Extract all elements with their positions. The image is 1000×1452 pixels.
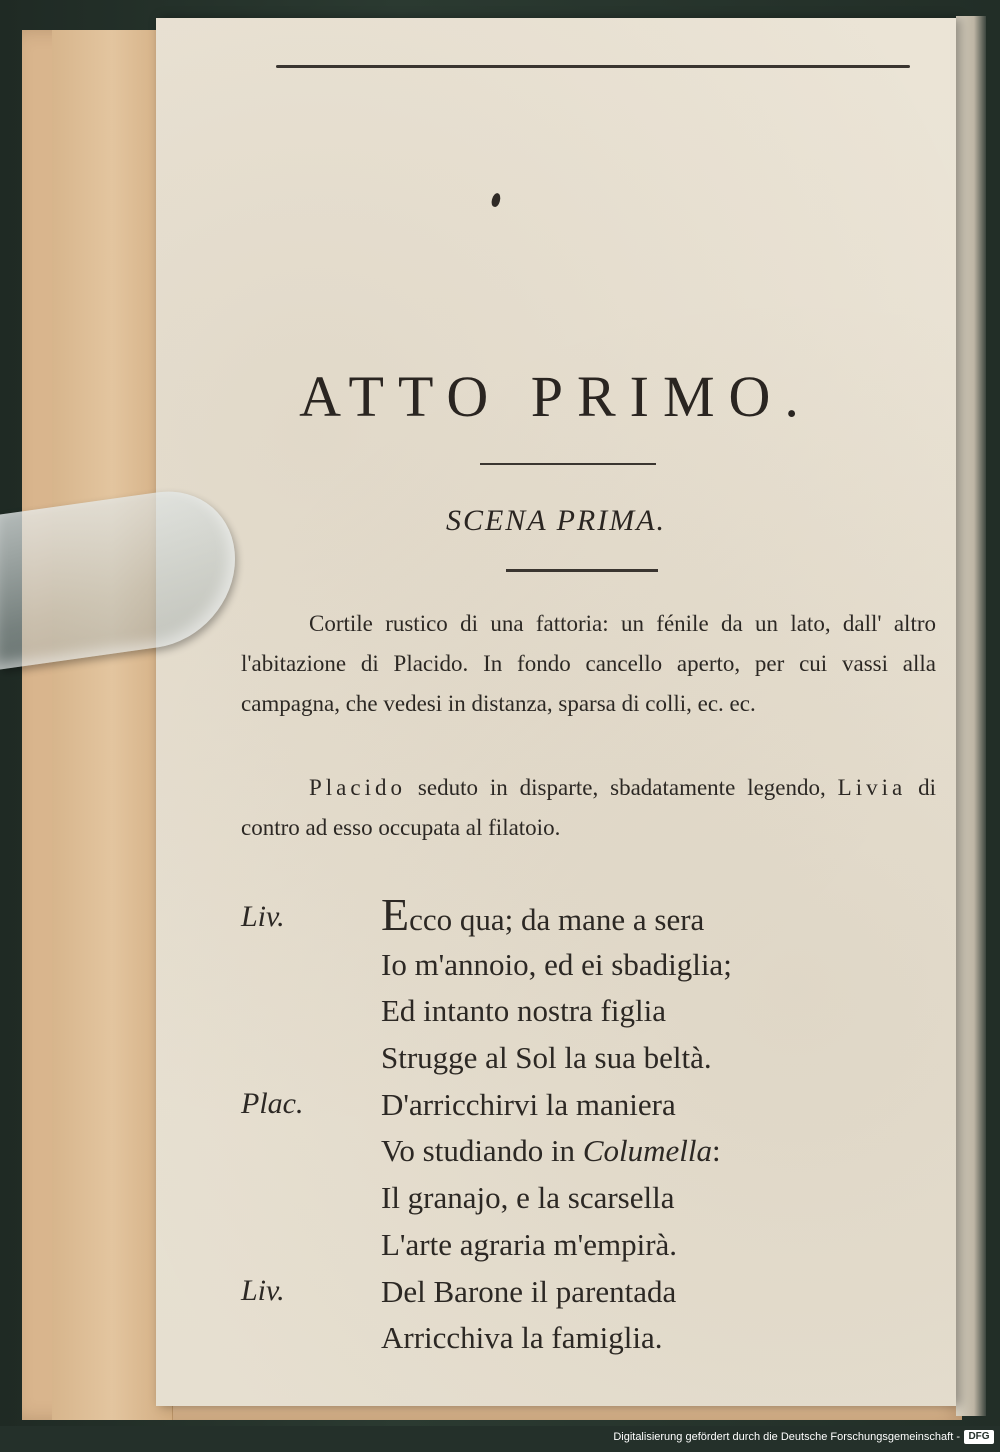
verse-text: Ed intanto nostra figlia <box>381 993 666 1029</box>
verse-text: Del Barone il parentada <box>381 1273 677 1309</box>
verse-text-italic: Columella <box>582 1133 712 1169</box>
verse-line <box>236 1036 936 1083</box>
verse-text-rest: cco qua; da mane a sera <box>409 902 705 937</box>
stage-direction-setting: Cortile rustico di una fattoria: un fénile da un lato, dall' altro l'abitazione di Placido. In fondo cancello aperto, per cui vassi alla campagna, che vedesi in distanza, sparsa di colli, ec. ec. <box>241 611 936 716</box>
verse-line <box>236 1316 936 1363</box>
verse-text: Strugge al Sol la sua beltà. <box>381 1040 712 1076</box>
scene-divider <box>506 569 658 572</box>
verse-text-before: Vo studiando in <box>381 1133 583 1169</box>
act-title: ATTO PRIMO. <box>299 364 813 429</box>
footer-credit: Digitalisierung gefördert durch die Deutsche Forschungsgemeinschaft - <box>613 1431 960 1443</box>
verse-line <box>236 943 936 990</box>
verse-text <box>381 889 705 940</box>
drop-initial: E <box>381 889 410 940</box>
stage-direction-characters <box>241 768 936 848</box>
back-page-fold <box>52 30 173 1420</box>
verse-line <box>236 1129 936 1176</box>
scene-title: SCENA PRIMA. <box>445 504 667 537</box>
speaker-label: Plac. <box>241 1086 304 1120</box>
verse-line <box>236 889 936 943</box>
dfg-logo: DFG <box>964 1430 994 1444</box>
verse-text-after: : <box>711 1133 721 1169</box>
character-name-placido: Placido <box>309 775 406 800</box>
dialogue-block <box>236 889 936 1363</box>
page-right-edge <box>956 16 986 1416</box>
verse-line <box>236 989 936 1036</box>
verse-text <box>381 1133 721 1169</box>
stage-direction-text: di contro ad esso occupata al filatoio. <box>241 775 936 840</box>
verse-line <box>236 1176 936 1223</box>
book-page <box>156 18 956 1406</box>
verse-line <box>236 1083 936 1130</box>
top-rule <box>276 65 910 68</box>
verse-text: Il granajo, e la scarsella <box>381 1180 675 1216</box>
verse-text: D'arricchirvi la maniera <box>381 1086 676 1122</box>
verse-text: Io m'annoio, ed ei sbadiglia; <box>381 946 732 982</box>
ornament-mark <box>490 192 501 208</box>
title-divider <box>480 463 656 465</box>
verse-line <box>236 1270 936 1317</box>
verse-line <box>236 1223 936 1270</box>
stage-direction-text: seduto in disparte, sbadatamente legendo, <box>406 775 838 800</box>
speaker-label: Liv. <box>241 1273 285 1307</box>
verse-text: L'arte agraria m'empirà. <box>381 1226 678 1262</box>
speaker-label: Liv. <box>241 900 285 933</box>
verse-text: Arricchiva la famiglia. <box>381 1320 663 1356</box>
character-name-livia: Livia <box>837 775 907 800</box>
